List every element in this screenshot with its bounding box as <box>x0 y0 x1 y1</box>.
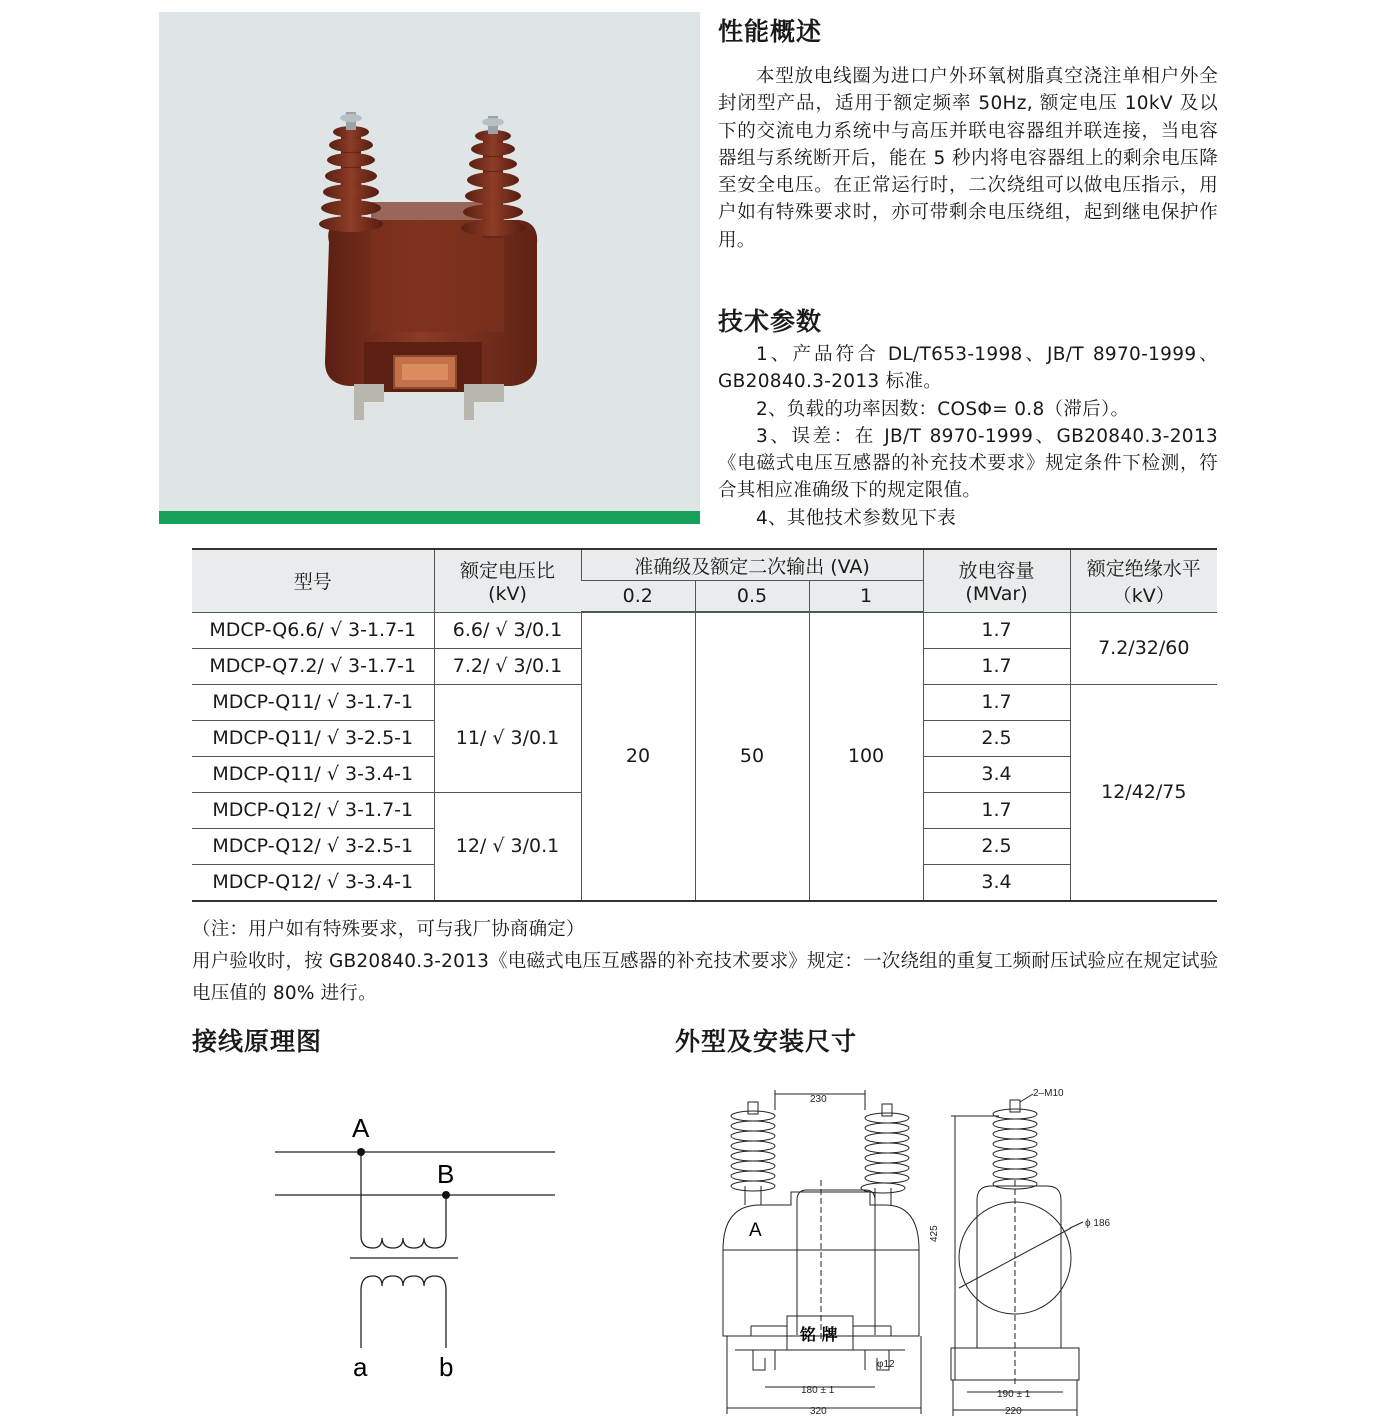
ratio-cell: 7.2/ √ 3/0.1 <box>434 648 581 684</box>
header-class-0-5: 0.5 <box>695 581 809 613</box>
model-cell: MDCP-Q6.6/ √ 3-1.7-1 <box>192 612 434 648</box>
tech-item-2: 2、负载的功率因数：COSΦ= 0.8（滞后）。 <box>756 398 1130 420</box>
nameplate-label: 铭 牌 <box>800 1325 838 1344</box>
dim-230: 230 <box>810 1094 827 1105</box>
header-accuracy: 准确级及额定二次输出 (VA) <box>581 549 923 581</box>
header-insulation: 额定绝缘水平 （kV） <box>1070 549 1217 612</box>
wiring-diagram <box>260 1100 570 1400</box>
tech-list <box>718 341 1218 532</box>
header-ratio: 额定电压比 (kV) <box>434 549 581 612</box>
ratio-cell: 6.6/ √ 3/0.1 <box>434 612 581 648</box>
green-stripe <box>159 511 700 524</box>
secondary-winding <box>361 1276 446 1290</box>
label-a: a <box>353 1352 368 1382</box>
tech-item-4: 4、其他技术参数见下表 <box>756 507 957 529</box>
header-class-1: 1 <box>809 581 923 613</box>
ratio-cell: 12/ √ 3/0.1 <box>434 792 581 901</box>
header-model: 型号 <box>192 549 434 612</box>
dim-180: 180 ± 1 <box>801 1385 835 1396</box>
dimension-drawing <box>715 1080 1115 1420</box>
capacity-cell: 3.4 <box>923 756 1070 792</box>
left-insulator-drawing <box>731 1102 775 1205</box>
overview-paragraph: 本型放电线圈为进口户外环氧树脂真空浇注单相户外全封闭型产品，适用于额定频率 50Hz, 额定电压 10kV 及以下的交流电力系统中与高压并联电容器组并联连接，当电容器组与系统断开后，能在 5 秒内将电容器组上的剩余电压降至安全电压。在正常运行时，二次绕组可以做电压指示，用户如有特殊要求时，亦可带剩余电压绕组，起到继电保护作用。 <box>718 66 1218 251</box>
notes <box>192 914 1222 1010</box>
model-cell: MDCP-Q12/ √ 3-3.4-1 <box>192 864 434 901</box>
note-line-1: （注：用户如有特殊要求，可与我厂协商确定） <box>192 919 585 940</box>
product-photo <box>159 12 700 512</box>
model-cell: MDCP-Q7.2/ √ 3-1.7-1 <box>192 648 434 684</box>
model-cell: MDCP-Q11/ √ 3-1.7-1 <box>192 684 434 720</box>
ratio-cell: 11/ √ 3/0.1 <box>434 684 581 792</box>
capacity-cell: 2.5 <box>923 720 1070 756</box>
dim-190: 190 ± 1 <box>997 1389 1031 1400</box>
tech-item-3: 3、误差：在 JB/T 8970-1999、GB20840.3-2013《电磁式电压互感器的补充技术要求》规定条件下检测，符合其相应准确级下的规定限值。 <box>718 425 1218 502</box>
spec-table <box>192 548 1217 902</box>
model-cell: MDCP-Q12/ √ 3-1.7-1 <box>192 792 434 828</box>
label-B: B <box>437 1159 455 1189</box>
dim-d186: ϕ 186 <box>1085 1218 1111 1229</box>
model-cell: MDCP-Q12/ √ 3-2.5-1 <box>192 828 434 864</box>
tech-title: 技术参数 <box>718 307 823 336</box>
capacity-cell: 1.7 <box>923 792 1070 828</box>
insulation-cell: 12/42/75 <box>1070 684 1217 901</box>
overview-title: 性能概述 <box>718 17 823 46</box>
output-1: 100 <box>809 612 923 901</box>
header-class-0-2: 0.2 <box>581 581 695 613</box>
discharge-coil-image <box>159 12 700 512</box>
wiring-title: 接线原理图 <box>192 1027 323 1056</box>
label-A: A <box>352 1113 370 1143</box>
note-line-2: 用户验收时，按 GB20840.3-2013《电磁式电压互感器的补充技术要求》规定：一次绕组的重复工频耐压试验应在规定试验电压值的 80% 进行。 <box>192 951 1219 1004</box>
dim-220: 220 <box>1005 1406 1022 1417</box>
overview-text <box>718 63 1218 254</box>
capacity-cell: 1.7 <box>923 684 1070 720</box>
output-0-2: 20 <box>581 612 695 901</box>
capacity-cell: 3.4 <box>923 864 1070 901</box>
output-0-5: 50 <box>695 612 809 901</box>
model-cell: MDCP-Q11/ √ 3-2.5-1 <box>192 720 434 756</box>
label-b: b <box>439 1352 454 1382</box>
label-A-drawing: A <box>749 1220 762 1241</box>
dim-m10: 2–M10 <box>1033 1088 1064 1099</box>
insulation-cell: 7.2/32/60 <box>1070 612 1217 684</box>
model-cell: MDCP-Q11/ √ 3-3.4-1 <box>192 756 434 792</box>
dim-320: 320 <box>810 1406 827 1417</box>
capacity-cell: 1.7 <box>923 612 1070 648</box>
dim-425: 425 <box>929 1225 940 1242</box>
side-insulator-drawing <box>993 1100 1037 1189</box>
capacity-cell: 2.5 <box>923 828 1070 864</box>
primary-winding <box>361 1236 446 1248</box>
tech-item-1: 1、产品符合 DL/T653-1998、JB/T 8970-1999、GB20840.3-2013 标准。 <box>718 344 1218 393</box>
header-capacity: 放电容量 (MVar) <box>923 549 1070 612</box>
dim-slot: φ12 <box>877 1359 895 1370</box>
dims-title: 外型及安装尺寸 <box>675 1027 858 1056</box>
table-row <box>192 612 1217 648</box>
capacity-cell: 1.7 <box>923 648 1070 684</box>
